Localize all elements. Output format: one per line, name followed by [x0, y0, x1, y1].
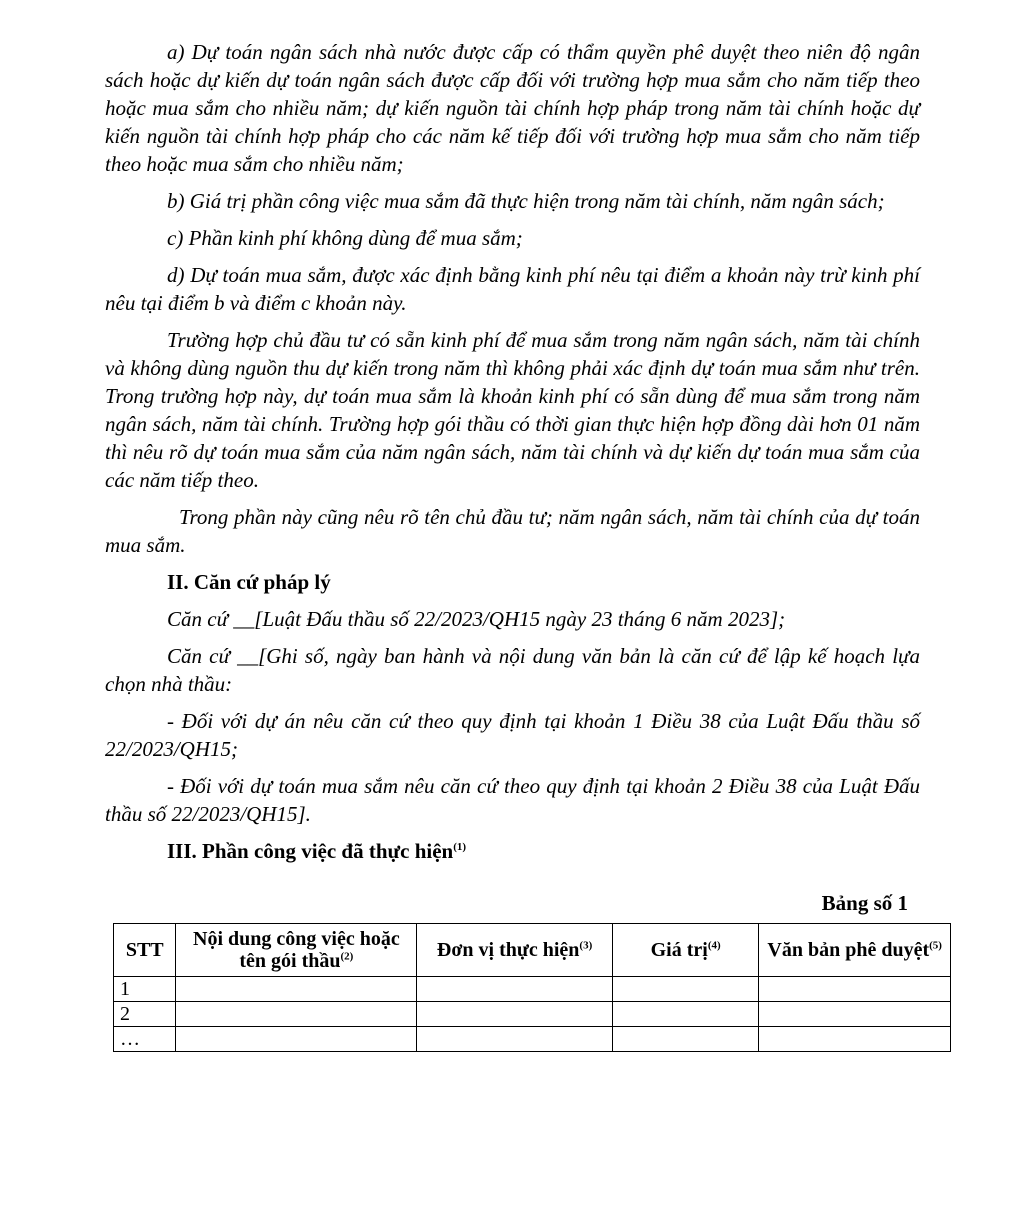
- legal-basis-item-1: - Đối với dự án nêu căn cứ theo quy định tại khoản 1 Điều 38 của Luật Đấu thầu số 22/2023/QH15;: [105, 709, 920, 761]
- cell-value: [612, 1002, 759, 1027]
- header-unit: [417, 924, 613, 977]
- paragraph-note: Trong phần này cũng nêu rõ tên chủ đầu tư; năm ngân sách, năm tài chính của dự toán mua sắm.: [105, 505, 920, 557]
- cell-approval: [759, 1027, 951, 1052]
- cell-approval: [759, 977, 951, 1002]
- section-3-heading-text: III. Phần công việc đã thực hiện: [167, 839, 454, 863]
- cell-stt: 1: [114, 977, 176, 1002]
- table-label: Bảng số 1: [821, 891, 908, 915]
- cell-stt: 2: [114, 1002, 176, 1027]
- header-stt-text: STT: [125, 939, 164, 961]
- legal-basis-1: Căn cứ __[Luật Đấu thầu số 22/2023/QH15 ngày 23 tháng 6 năm 2023];: [167, 607, 786, 631]
- work-done-table: [113, 923, 951, 1052]
- paragraph-a: a) Dự toán ngân sách nhà nước được cấp có thẩm quyền phê duyệt theo niên độ ngân sách hoặc dự kiến dự toán ngân sách được cấp đối với trường hợp mua sắm cho năm tiếp theo hoặc mua sắm cho nhiều năm; dự kiến nguồn tài chính hợp pháp trong năm tài chính hoặc dự kiến nguồn tài chính hợp pháp cho các năm kế tiếp đối với trường hợp mua sắm cho năm tiếp theo hoặc mua sắm cho nhiều năm;: [105, 40, 920, 176]
- header-value-text: Giá trị: [650, 939, 708, 961]
- table-row: [114, 977, 951, 1002]
- header-value: [612, 924, 759, 977]
- cell-unit: [417, 1027, 613, 1052]
- cell-value: [612, 977, 759, 1002]
- cell-stt: …: [114, 1027, 176, 1052]
- cell-approval: [759, 1002, 951, 1027]
- legal-basis-item-2: - Đối với dự toán mua sắm nêu căn cứ theo quy định tại khoản 2 Điều 38 của Luật Đấu thầu số 22/2023/QH15].: [105, 774, 920, 826]
- header-content: [176, 924, 417, 977]
- header-value-note: (4): [707, 939, 721, 952]
- paragraph-case: Trường hợp chủ đầu tư có sẵn kinh phí để mua sắm trong năm ngân sách, năm tài chính và không dùng nguồn thu dự kiến trong năm thì không phải xác định dự toán mua sắm như trên. Trong trường hợp này, dự toán mua sắm là khoản kinh phí có sẵn dùng để mua sắm trong năm ngân sách, năm tài chính. Trường hợp gói thầu có thời gian thực hiện hợp đồng dài hơn 01 năm thì nêu rõ dự toán mua sắm của năm ngân sách, năm tài chính và dự kiến dự toán mua sắm của các năm tiếp theo.: [105, 328, 920, 492]
- section-2-heading: II. Căn cứ pháp lý: [167, 570, 331, 594]
- cell-unit: [417, 1002, 613, 1027]
- table-header-row: [114, 924, 951, 977]
- legal-basis-2: Căn cứ __[Ghi số, ngày ban hành và nội dung văn bản là căn cứ để lập kế hoạch lựa chọn nhà thầu:: [105, 644, 920, 696]
- header-stt: [114, 924, 176, 977]
- header-approval-text: Văn bản phê duyệt: [767, 939, 930, 961]
- header-content-text: Nội dung công việc hoặc tên gói thầu: [193, 928, 400, 972]
- table-row: [114, 1002, 951, 1027]
- cell-content: [176, 977, 417, 1002]
- section-3-footnote-ref: (1): [453, 841, 467, 853]
- paragraph-b: b) Giá trị phần công việc mua sắm đã thực hiện trong năm tài chính, năm ngân sách;: [167, 189, 885, 213]
- header-unit-text: Đơn vị thực hiện: [436, 939, 580, 961]
- header-content-note: (2): [340, 950, 354, 963]
- cell-value: [612, 1027, 759, 1052]
- paragraph-d: d) Dự toán mua sắm, được xác định bằng kinh phí nêu tại điểm a khoản này trừ kinh phí nêu tại điểm b và điểm c khoản này.: [105, 263, 920, 315]
- cell-unit: [417, 977, 613, 1002]
- cell-content: [176, 1027, 417, 1052]
- header-unit-note: (3): [579, 939, 593, 952]
- header-approval-note: (5): [929, 939, 942, 952]
- table-row: [114, 1027, 951, 1052]
- header-approval: [759, 924, 951, 977]
- cell-content: [176, 1002, 417, 1027]
- section-3-heading: [105, 837, 920, 865]
- paragraph-c: c) Phần kinh phí không dùng để mua sắm;: [167, 226, 523, 250]
